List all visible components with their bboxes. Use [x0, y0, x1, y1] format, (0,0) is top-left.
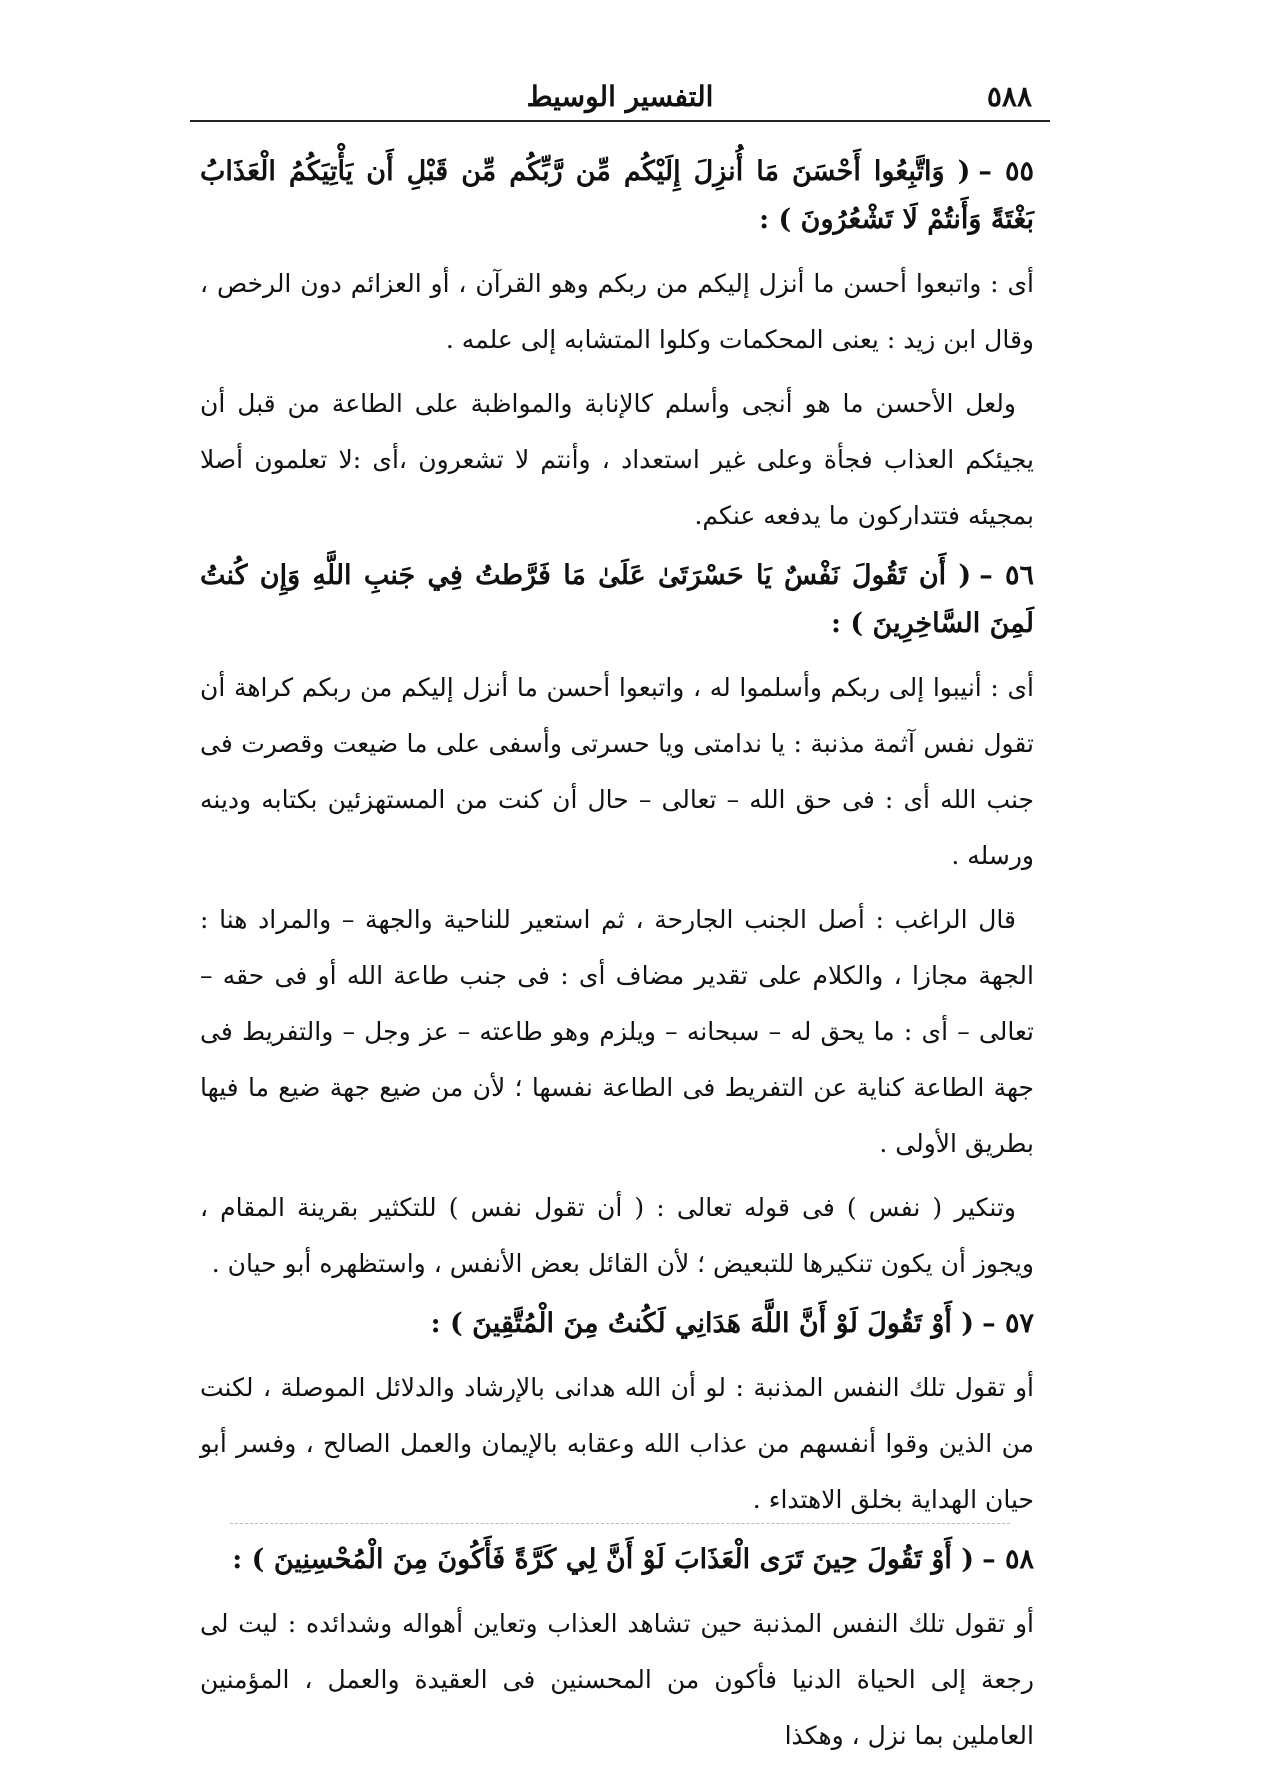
verse-text: ( أَن تَقُولَ نَفْسٌ يَا حَسْرَتَىٰ عَلَىٰ مَا فَرَّطتُ فِي جَنبِ اللَّهِ وَإِن كُنتُ لَمِنَ السَّاخِرِينَ ) : — [200, 560, 1034, 639]
verse-57 — [200, 1300, 1034, 1348]
verse-56 — [200, 552, 1034, 648]
commentary-paragraph: قال الراغب : أصل الجنب الجارحة ، ثم استعير للناحية والجهة – والمراد هنا : الجهة مجازا ، والكلام على تقدير مضاف أى : فى جنب طاعة الله أو فى حقه – تعالى – أى : ما يحق له – سبحانه – ويلزم وهو طاعته – عز وجل – والتفريط فى جهة الطاعة كناية عن التفريط فى الطاعة نفسها ؛ لأن من ضيع جهة ضيع ما فيها بطريق الأولى . — [200, 905, 1034, 1158]
book-title: التفسير الوسيط — [526, 80, 714, 113]
verse-text: ( أَوْ تَقُولَ حِينَ تَرَى الْعَذَابَ لَوْ أَنَّ لِي كَرَّةً فَأَكُونَ مِنَ الْمُحْسِنِينَ ) : — [232, 1544, 975, 1575]
commentary-paragraph: أو تقول تلك النفس المذنبة : لو أن الله هدانى بالإرشاد والدلائل الموصلة ، لكنت من الذين وقوا أنفسهم من عذاب الله وعقابه بالإيمان والعمل الصالح ، وفسر أبو حيان الهداية بخلق الاهتداء . — [200, 1373, 1034, 1514]
running-header — [190, 78, 1050, 120]
page-number: ٥٨٨ — [986, 80, 1032, 113]
verse-number: ٥٥ – — [978, 156, 1034, 187]
verse-text: ( وَاتَّبِعُوا أَحْسَنَ مَا أُنزِلَ إِلَيْكُم مِّن رَّبِّكُم مِّن قَبْلِ أَن يَأْتِيَكُمُ الْعَذَابُ بَغْتَةً وَأَنتُمْ لَا تَشْعُرُونَ ) : — [200, 156, 1034, 235]
verse-58 — [200, 1536, 1034, 1584]
header-rule — [190, 120, 1050, 122]
commentary-paragraph: ولعل الأحسن ما هو أنجى وأسلم كالإنابة والمواظبة على الطاعة من قبل أن يجيئكم العذاب فجأة وعلى غير استعداد ، وأنتم لا تشعرون ،أى :لا تعلمون أصلا بمجيئه فتتداركون ما يدفعه عنكم. — [200, 389, 1034, 530]
commentary-paragraph: أو تقول تلك النفس المذنبة حين تشاهد العذاب وتعاين أهواله وشدائده : ليت لى رجعة إلى الحياة الدنيا فأكون من المحسنين فى العقيدة والعمل ، المؤمنين العاملين بما نزل ، وهكذا — [200, 1609, 1034, 1750]
verse-55 — [200, 148, 1034, 244]
commentary-paragraph: أى : أنيبوا إلى ربكم وأسلموا له ، واتبعوا أحسن ما أنزل إليكم من ربكم كراهة أن تقول نفس آثمة مذنبة : يا ندامتى ويا حسرتى وأسفى على ما ضيعت وقصرت فى جنب الله أى : فى حق الله – تعالى – حال أن كنت من المستهزئين بكتابه ودينه ورسله . — [200, 673, 1034, 870]
verse-text: ( أَوْ تَقُولَ لَوْ أَنَّ اللَّهَ هَدَانِي لَكُنتُ مِنَ الْمُتَّقِينَ ) : — [430, 1308, 975, 1339]
verse-number: ٥٦ – — [979, 560, 1035, 591]
verse-number: ٥٧ – — [982, 1308, 1034, 1339]
page-body — [200, 148, 1034, 1772]
verse-number: ٥٨ – — [982, 1544, 1034, 1575]
footer-rule — [230, 1523, 1010, 1524]
book-page — [190, 70, 1050, 1750]
commentary-paragraph: وتنكير ( نفس ) فى قوله تعالى : ( أن تقول نفس ) للتكثير بقرينة المقام ، ويجوز أن يكون تنكيرها للتبعيض ؛ لأن القائل بعض الأنفس ، واستظهره أبو حيان . — [200, 1193, 1034, 1278]
commentary-paragraph: أى : واتبعوا أحسن ما أنزل إليكم من ربكم وهو القرآن ، أو العزائم دون الرخص ، وقال ابن زيد : يعنى المحكمات وكلوا المتشابه إلى علمه . — [200, 269, 1034, 354]
